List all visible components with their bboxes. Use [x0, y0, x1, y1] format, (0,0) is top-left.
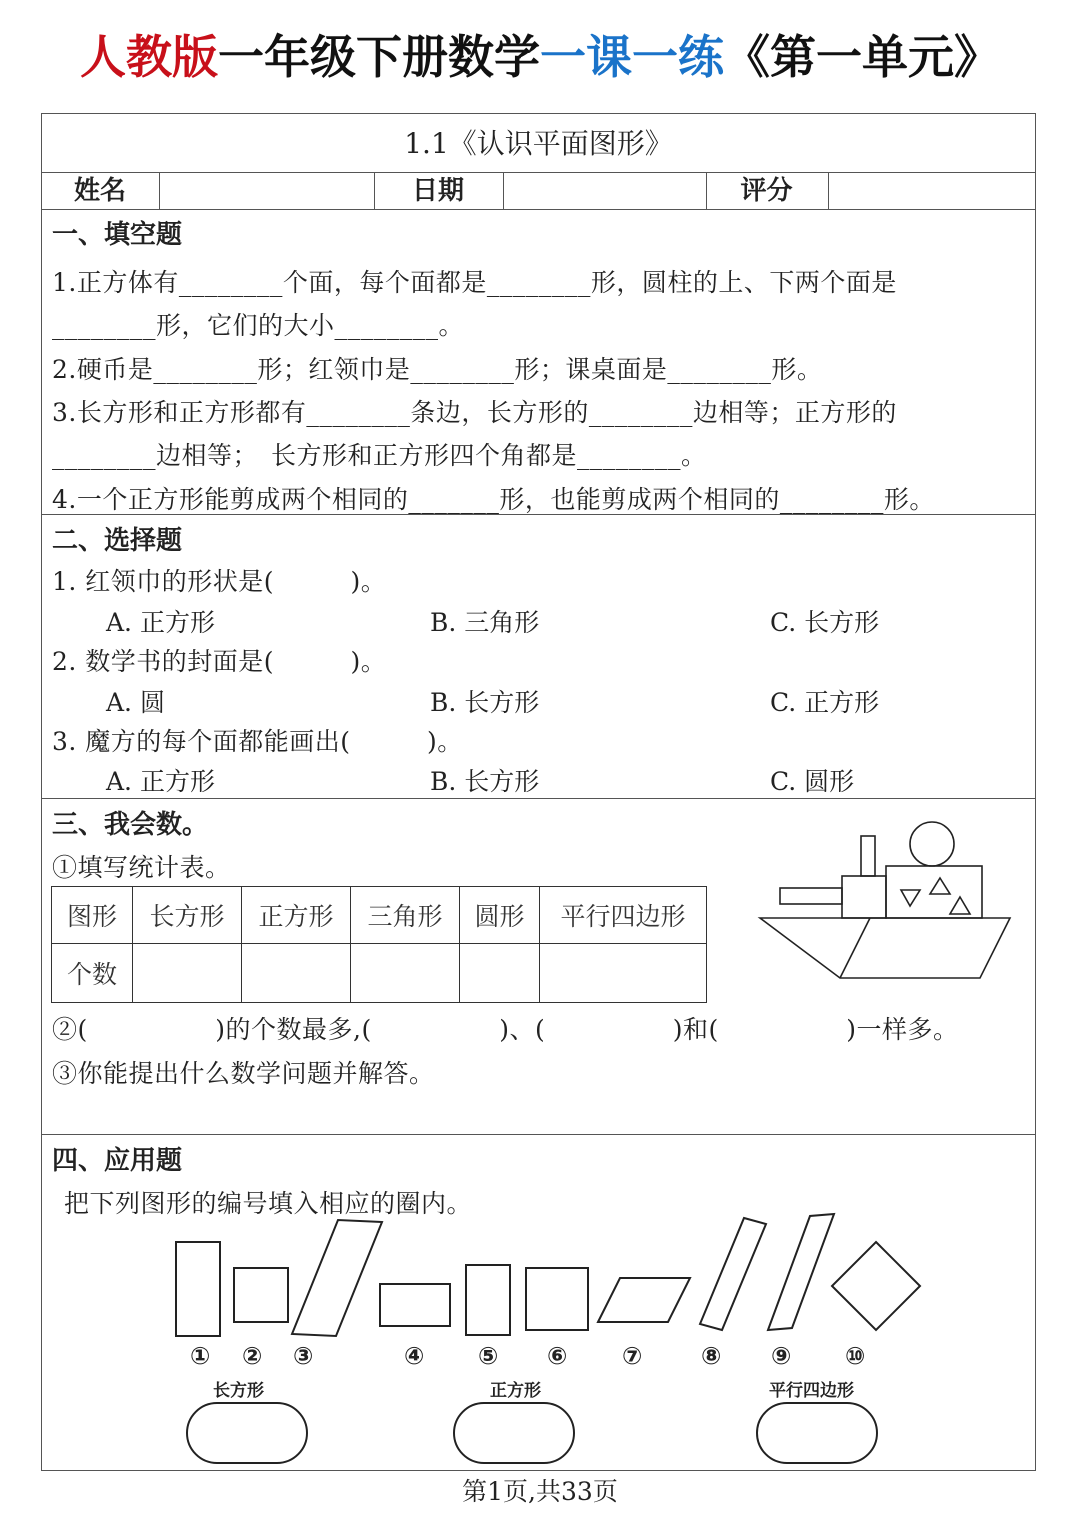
table-header-cell: 圆形 — [460, 887, 540, 944]
shape-number: ④ — [404, 1342, 425, 1370]
table-row — [52, 944, 707, 1003]
answer-oval-square[interactable] — [453, 1402, 575, 1464]
category-label-parallelogram: 平行四边形 — [769, 1381, 854, 1401]
fill-question-line: ________形，它们的大小________。 — [52, 311, 465, 340]
shape-5-rectangle — [466, 1265, 510, 1335]
banner-part-practice: 一课一练 — [540, 30, 724, 84]
lesson-title: 1.1《认识平面图形》 — [404, 127, 673, 160]
shape-8-parallelogram — [700, 1218, 766, 1330]
table-row-label: 个数 — [52, 944, 133, 1003]
circle-shape — [910, 822, 954, 866]
category-label-square: 正方形 — [490, 1381, 541, 1401]
numbered-shapes-figure — [170, 1212, 930, 1342]
fill-question-line: 4.一个正方形能剪成两个相同的_______形，也能剪成两个相同的________形。 — [52, 485, 935, 514]
triangle-shape — [901, 890, 920, 906]
rule-under-header — [42, 209, 1035, 210]
chimney-rectangle — [861, 836, 875, 876]
rule-section2-end — [42, 798, 1035, 799]
date-field[interactable] — [503, 172, 705, 208]
table-header-cell: 长方形 — [133, 887, 242, 944]
date-label: 日期 — [411, 176, 464, 206]
shape-3-parallelogram — [292, 1220, 382, 1336]
cabin-square — [842, 876, 886, 918]
rule-section3-end — [42, 1134, 1035, 1135]
option-a[interactable]: A. 正方形 — [106, 608, 215, 637]
option-b[interactable]: B. 长方形 — [430, 767, 540, 796]
option-c[interactable]: C. 长方形 — [770, 608, 880, 637]
name-field[interactable] — [160, 172, 372, 208]
option-b[interactable]: B. 长方形 — [430, 688, 540, 717]
table-header-cell: 图形 — [52, 887, 133, 944]
banner-title — [0, 22, 1080, 92]
banner-part-unit: 《第一单元》 — [724, 30, 1000, 84]
section2-title: 二、选择题 — [52, 526, 183, 556]
count-cell[interactable] — [540, 944, 707, 1003]
table-header-cell: 平行四边形 — [540, 887, 707, 944]
triangle-shape — [930, 878, 950, 894]
category-label-rectangle: 长方形 — [213, 1381, 264, 1401]
shape-number: ⑦ — [622, 1342, 643, 1370]
score-label: 评分 — [740, 176, 793, 206]
shape-number: ⑨ — [771, 1342, 792, 1370]
stat-table-instruction: ①填写统计表。 — [52, 853, 231, 882]
fill-question-line: 3.长方形和正方形都有________条边，长方形的________边相等；正方形的 — [52, 398, 897, 427]
hull-outline — [760, 918, 1010, 978]
shape-1-rectangle — [176, 1242, 220, 1336]
open-question: ③你能提出什么数学问题并解答。 — [52, 1059, 435, 1088]
boat-shapes-figure — [755, 820, 1015, 982]
triangle-shape — [950, 897, 970, 914]
choice-question: 1. 红领巾的形状是( )。 — [52, 567, 387, 596]
choice-question: 2. 数学书的封面是( )。 — [52, 647, 387, 676]
mast-rectangle — [780, 888, 842, 904]
table-header-cell: 正方形 — [242, 887, 351, 944]
page-footer: 第1页,共33页 — [462, 1477, 618, 1506]
score-field[interactable] — [828, 172, 1034, 208]
count-cell[interactable] — [242, 944, 351, 1003]
option-c[interactable]: C. 圆形 — [770, 767, 855, 796]
shape-number: ② — [242, 1342, 263, 1370]
fill-question-line: ________边相等； 长方形和正方形四个角都是________。 — [52, 441, 707, 470]
fill-question-line: 2.硬币是________形；红领巾是________形；课桌面是________形。 — [52, 355, 823, 384]
answer-oval-parallelogram[interactable] — [756, 1402, 878, 1464]
table-header-cell: 三角形 — [351, 887, 460, 944]
section1-title: 一、填空题 — [52, 220, 183, 250]
shape-number: ⑤ — [478, 1342, 499, 1370]
stat-table — [51, 886, 707, 1003]
section4-title: 四、应用题 — [52, 1146, 183, 1176]
shape-number: ⑧ — [701, 1342, 722, 1370]
compare-question: ②( )的个数最多,( )、( )和( )一样多。 — [52, 1015, 959, 1044]
option-a[interactable]: A. 圆 — [106, 688, 165, 717]
shape-number: ⑥ — [547, 1342, 568, 1370]
table-row — [52, 887, 707, 944]
count-cell[interactable] — [351, 944, 460, 1003]
shape-number: ① — [190, 1342, 211, 1370]
shape-4-rectangle — [380, 1284, 450, 1326]
fill-question-line: 1.正方体有________个面，每个面都是________形，圆柱的上、下两个面是 — [52, 268, 897, 297]
shape-number: ③ — [293, 1342, 314, 1370]
section4-instruction: 把下列图形的编号填入相应的圈内。 — [64, 1189, 473, 1218]
choice-question: 3. 魔方的每个面都能画出( )。 — [52, 727, 463, 756]
option-b[interactable]: B. 三角形 — [430, 608, 540, 637]
option-c[interactable]: C. 正方形 — [770, 688, 880, 717]
shape-2-square — [234, 1268, 288, 1322]
hull-divider — [840, 918, 870, 978]
banner-part-publisher: 人教版 — [80, 30, 218, 84]
shape-10-square — [832, 1242, 920, 1330]
option-a[interactable]: A. 正方形 — [106, 767, 215, 796]
count-cell[interactable] — [133, 944, 242, 1003]
count-cell[interactable] — [460, 944, 540, 1003]
banner-part-grade: 一年级下册数学 — [218, 30, 540, 84]
name-label: 姓名 — [73, 176, 126, 206]
shape-6-square — [526, 1268, 588, 1330]
shape-7-parallelogram — [598, 1278, 690, 1322]
section3-title: 三、我会数。 — [52, 810, 209, 840]
answer-oval-rectangle[interactable] — [186, 1402, 308, 1464]
shape-number: ⑩ — [845, 1342, 866, 1370]
shape-9-parallelogram — [768, 1214, 834, 1330]
